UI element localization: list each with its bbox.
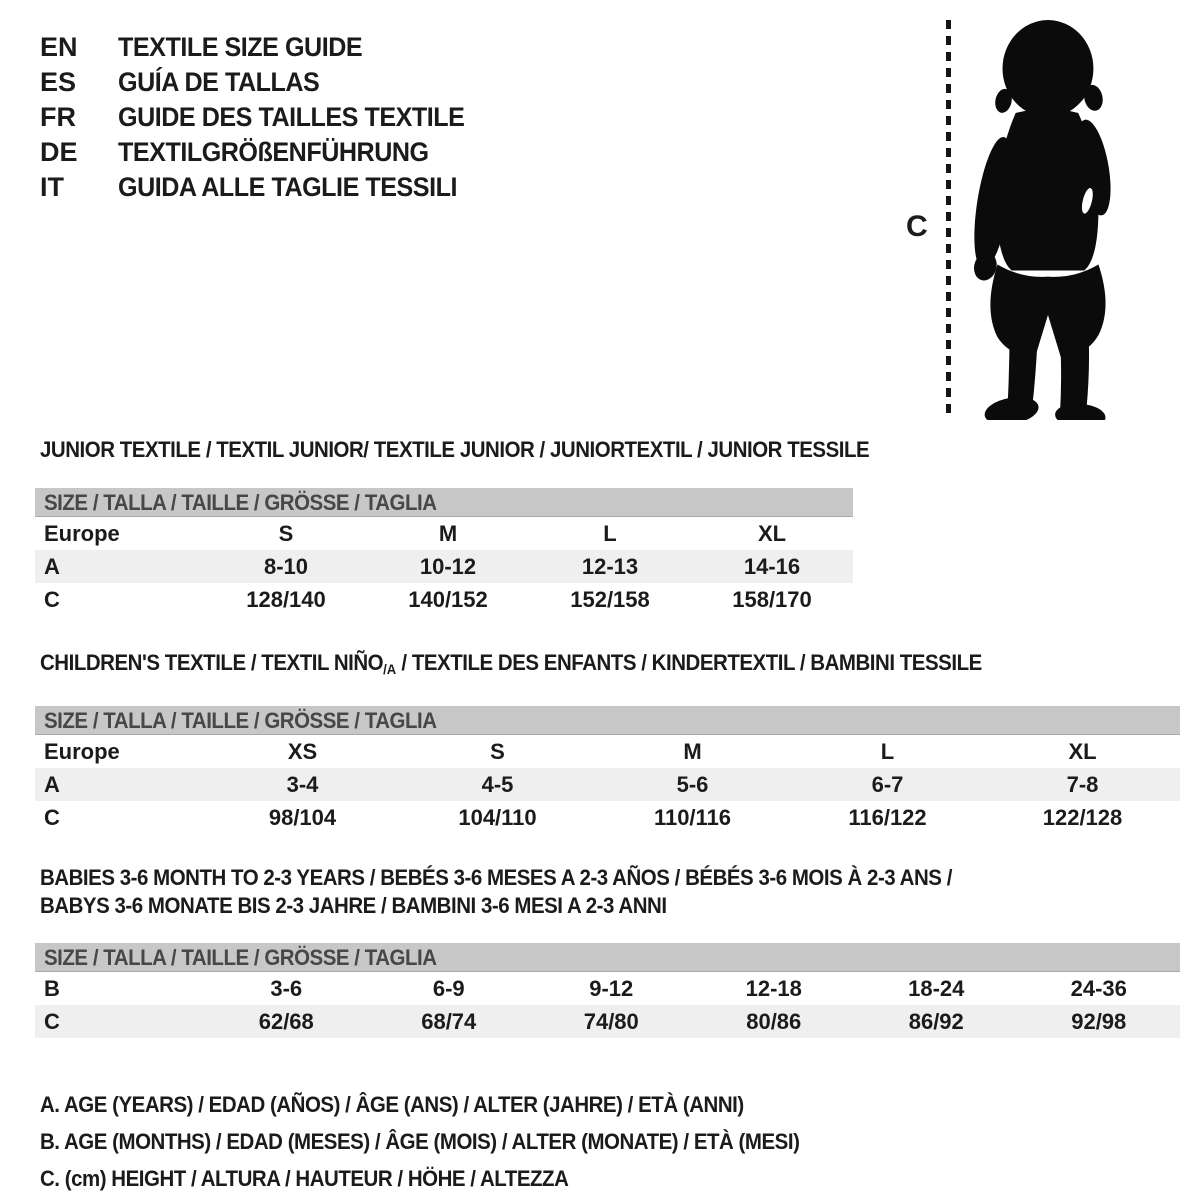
lang-label: TEXTILE SIZE GUIDE	[118, 32, 363, 62]
cell: 8-10	[263, 554, 309, 579]
cell: 3-6	[270, 976, 303, 1001]
legend-line-a	[40, 1086, 1180, 1123]
legend-text: B. AGE (MONTHS) / EDAD (MESES) / ÂGE (MOIS) / ALTER (MONATE) / ETÀ (MESI)	[40, 1129, 800, 1154]
cell: 122/128	[1042, 805, 1123, 830]
size-header-text: SIZE / TALLA / TAILLE / GRÖSSE / TAGLIA	[44, 708, 437, 733]
cell: 12-18	[745, 976, 802, 1001]
cell: S	[490, 739, 505, 764]
cell: 74/80	[583, 1009, 639, 1034]
cell: 68/74	[421, 1009, 477, 1034]
lang-code: EN	[40, 32, 78, 62]
lang-code: FR	[40, 102, 76, 132]
cell: 6-9	[432, 976, 465, 1001]
babies-section-title	[40, 864, 1180, 920]
cell: 5-6	[676, 772, 709, 797]
title-subscript: /A	[383, 661, 397, 677]
cell: 14-16	[743, 554, 801, 579]
cell: 4-5	[481, 772, 514, 797]
lang-label: GUÍA DE TALLAS	[118, 67, 320, 97]
legend-line-b	[40, 1123, 1180, 1160]
lang-label: TEXTILGRÖßENFÜHRUNG	[118, 137, 429, 167]
cell: 9-12	[589, 976, 634, 1001]
legend-text: C. (cm) HEIGHT / ALTURA / HAUTEUR / HÖHE / ALTEZZA	[40, 1166, 569, 1191]
legend-line-c	[40, 1160, 1180, 1197]
lang-label: GUIDA ALLE TAGLIE TESSILI	[118, 172, 457, 202]
cell: 7-8	[1066, 772, 1099, 797]
row-label: C	[44, 805, 60, 830]
table-row-c	[35, 1005, 1180, 1038]
cell: M	[438, 521, 458, 546]
table-row-c	[35, 583, 853, 616]
toddler-silhouette-icon	[963, 16, 1140, 420]
cell: XL	[1068, 739, 1097, 764]
cell: 158/170	[732, 587, 812, 612]
height-measure-dashed-line	[946, 20, 951, 416]
cell: 3-4	[286, 772, 319, 797]
legend	[40, 1086, 1180, 1197]
junior-section-title-text: JUNIOR TEXTILE / TEXTIL JUNIOR/ TEXTILE JUNIOR / JUNIORTEXTIL / JUNIOR TESSILE	[40, 437, 870, 462]
title-part: CHILDREN'S TEXTILE / TEXTIL NIÑO	[40, 650, 384, 675]
cell: 152/158	[570, 587, 650, 612]
table-row-europe	[35, 517, 853, 550]
cell: 6-7	[871, 772, 904, 797]
children-table	[35, 706, 1180, 834]
cell: L	[880, 739, 895, 764]
cell: M	[683, 739, 702, 764]
cell: 12-13	[581, 554, 639, 579]
cell: XS	[287, 739, 318, 764]
table-row-a	[35, 550, 853, 583]
junior-section-title	[40, 436, 1180, 464]
babies-title-line2: BABYS 3-6 MONATE BIS 2-3 JAHRE / BAMBINI 3-6 MESI A 2-3 ANNI	[40, 893, 667, 918]
cell: 104/110	[458, 805, 537, 830]
size-header-text: SIZE / TALLA / TAILLE / GRÖSSE / TAGLIA	[44, 945, 437, 970]
cell: 140/152	[408, 587, 488, 612]
table-row-c	[35, 801, 1180, 834]
lang-row-it	[40, 170, 491, 205]
lang-row-en	[40, 30, 491, 65]
cell: 24-36	[1070, 976, 1127, 1001]
size-header-text: SIZE / TALLA / TAILLE / GRÖSSE / TAGLIA	[44, 490, 437, 515]
cell: 116/122	[848, 805, 927, 830]
cell: 128/140	[246, 587, 326, 612]
row-label: A	[44, 554, 60, 579]
table-row-europe	[35, 735, 1180, 768]
size-header-bar	[35, 706, 1180, 735]
babies-title-line1: BABIES 3-6 MONTH TO 2-3 YEARS / BEBÉS 3-6 MESES A 2-3 AÑOS / BÉBÉS 3-6 MOIS À 2-3 ANS /	[40, 865, 952, 890]
lang-row-es	[40, 65, 491, 100]
table-row-b	[35, 972, 1180, 1005]
cell: 10-12	[419, 554, 477, 579]
legend-text: A. AGE (YEARS) / EDAD (AÑOS) / ÂGE (ANS) / ALTER (JAHRE) / ETÀ (ANNI)	[40, 1092, 744, 1117]
cell: 98/104	[268, 805, 337, 830]
cell: S	[278, 521, 294, 546]
size-header-bar	[35, 943, 1180, 972]
lang-row-fr	[40, 100, 491, 135]
cell: XL	[757, 521, 787, 546]
lang-label: GUIDE DES TAILLES TEXTILE	[118, 102, 465, 132]
cell: 86/92	[908, 1009, 964, 1034]
tables-content	[35, 436, 1180, 1197]
lang-row-de	[40, 135, 491, 170]
row-label: B	[44, 976, 60, 1001]
row-label: Europe	[44, 739, 120, 764]
row-label: A	[44, 772, 60, 797]
row-label: C	[44, 587, 60, 612]
junior-table	[35, 488, 853, 616]
cell: 80/86	[746, 1009, 802, 1034]
lang-code: ES	[40, 67, 77, 97]
table-row-a	[35, 768, 1180, 801]
children-section-title	[40, 649, 1180, 683]
cell: 110/116	[653, 805, 732, 830]
row-label: C	[44, 1009, 60, 1034]
cell: L	[603, 521, 617, 546]
row-label: Europe	[44, 521, 120, 546]
language-header	[40, 30, 491, 205]
cell: 18-24	[908, 976, 965, 1001]
title-part: / TEXTILE DES ENFANTS / KINDERTEXTIL / BAMBINI TESSILE	[396, 650, 982, 675]
measure-label-c: C	[906, 210, 928, 243]
babies-table	[35, 943, 1180, 1038]
size-header-bar	[35, 488, 853, 517]
children-section-title-text	[40, 649, 982, 683]
cell: 62/68	[258, 1009, 314, 1034]
lang-code: DE	[40, 137, 78, 167]
cell: 92/98	[1071, 1009, 1127, 1034]
lang-code: IT	[40, 172, 64, 202]
